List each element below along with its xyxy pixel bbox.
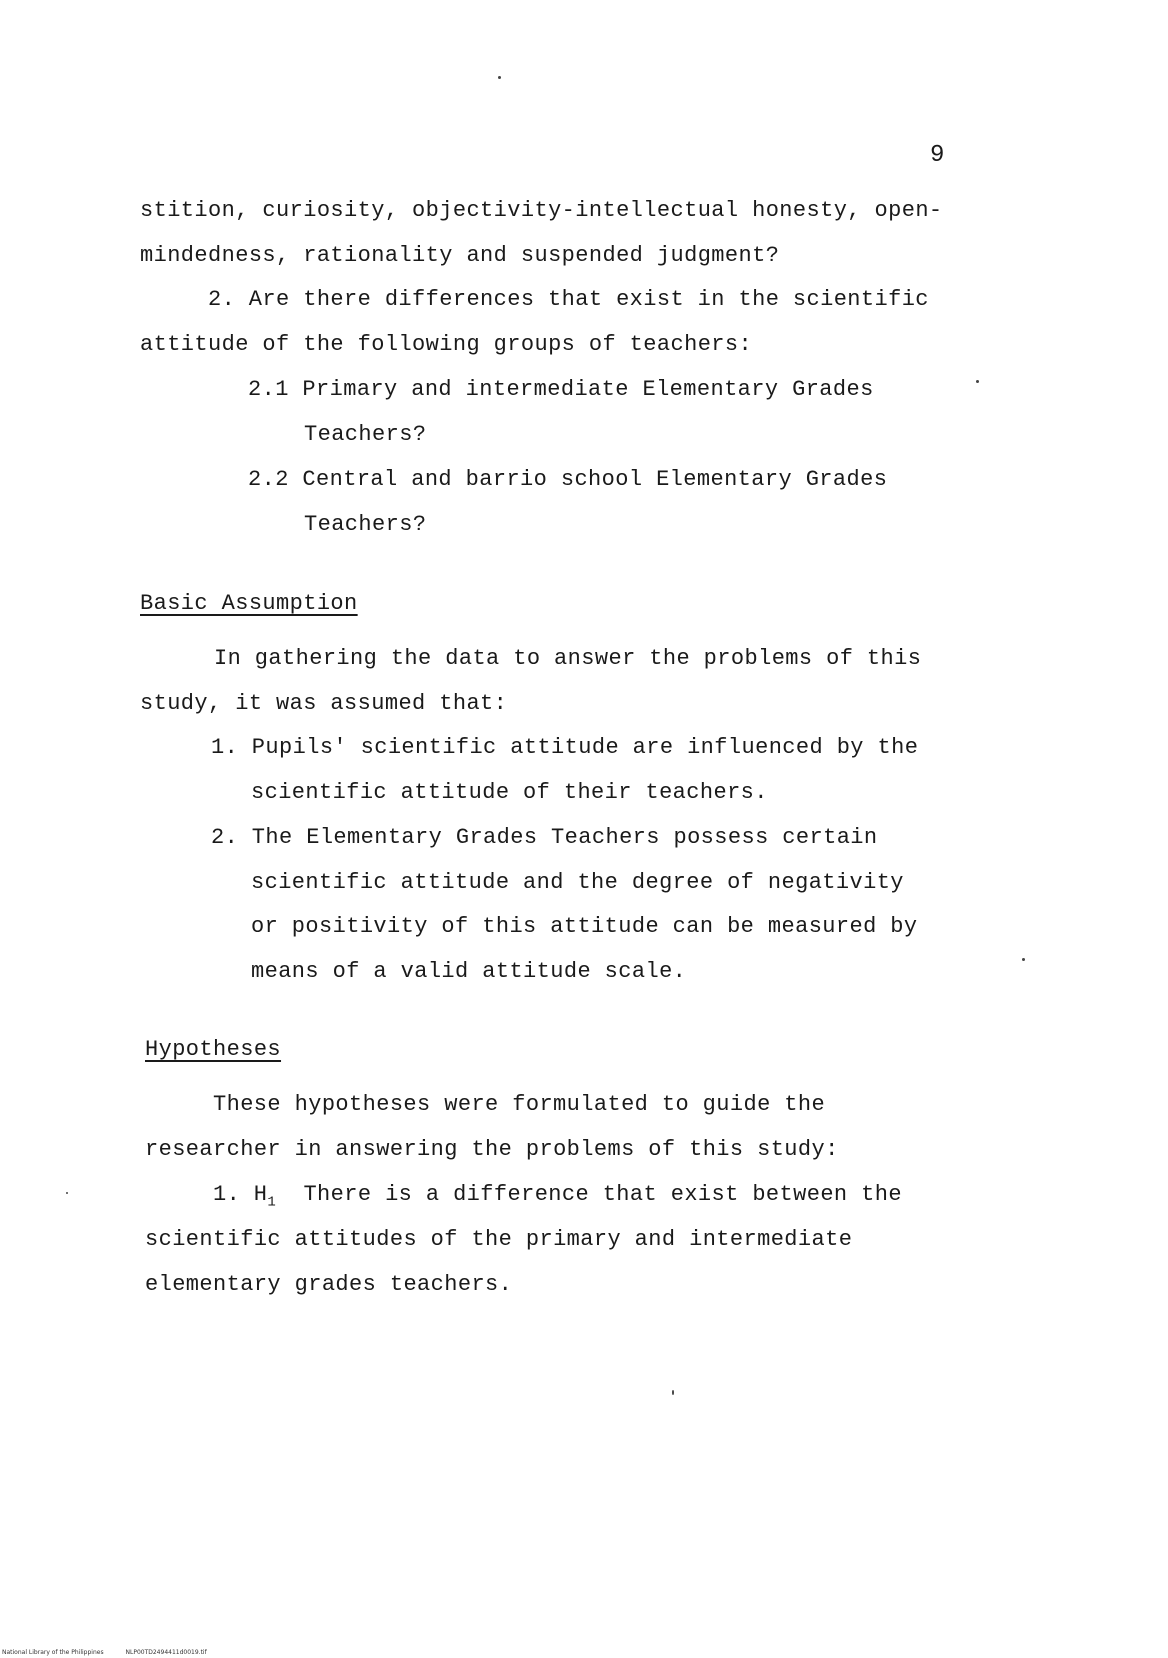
assumption-item-2-cont: or positivity of this attitude can be measured by [251,914,918,939]
hypothesis-1-cont: scientific attitudes of the primary and intermediate [145,1227,853,1252]
subquestion-2-1: 2.1 Primary and intermediate Elementary Grades [248,377,874,402]
hypothesis-1-cont: elementary grades teachers. [145,1272,513,1297]
assumption-intro: In gathering the data to answer the problems of this [214,646,922,671]
scan-speck [976,380,979,383]
subquestion-2-1-cont: Teachers? [304,422,427,447]
assumption-item-1-cont: scientific attitude of their teachers. [251,780,768,805]
page-number: 9 [930,142,945,169]
hypotheses-intro: These hypotheses were formulated to guide the [213,1092,826,1117]
hypothesis-1-subscript: 1 [267,1194,277,1211]
subquestion-2-2-cont: Teachers? [304,512,427,537]
scan-speck [672,1390,674,1395]
scan-speck [66,1192,68,1194]
paragraph-line: stition, curiosity, objectivity-intellectual honesty, open- [140,198,943,223]
assumption-item-2-cont: means of a valid attitude scale. [251,959,687,984]
scan-speck [498,76,501,79]
assumption-item-2: 2. The Elementary Grades Teachers possess certain [211,825,878,850]
assumption-intro: study, it was assumed that: [140,691,508,716]
assumption-item-2-cont: scientific attitude and the degree of negativity [251,870,904,895]
hypothesis-1-text: There is a difference that exist between the [303,1182,902,1207]
subquestion-2-2: 2.2 Central and barrio school Elementary Grades [248,467,888,492]
hypothesis-1 [213,1181,902,1216]
footer-library: National Library of the Philippines [2,1649,104,1656]
paragraph-line: mindedness, rationality and suspended judgment? [140,243,780,268]
scan-speck [1022,958,1025,961]
question-2-line: 2. Are there differences that exist in the scientific [208,287,929,312]
scan-footer [2,1649,227,1656]
hypotheses-intro: researcher in answering the problems of this study: [145,1137,839,1162]
hypotheses-heading: Hypotheses [145,1037,282,1062]
question-2-line: attitude of the following groups of teachers: [140,332,753,357]
assumption-item-1: 1. Pupils' scientific attitude are influenced by the [211,735,919,760]
hypothesis-1-number: 1. H [213,1182,268,1207]
basic-assumption-heading: Basic Assumption [140,591,358,616]
footer-file: NLP00TD2494411d0019.tif [125,1649,207,1656]
